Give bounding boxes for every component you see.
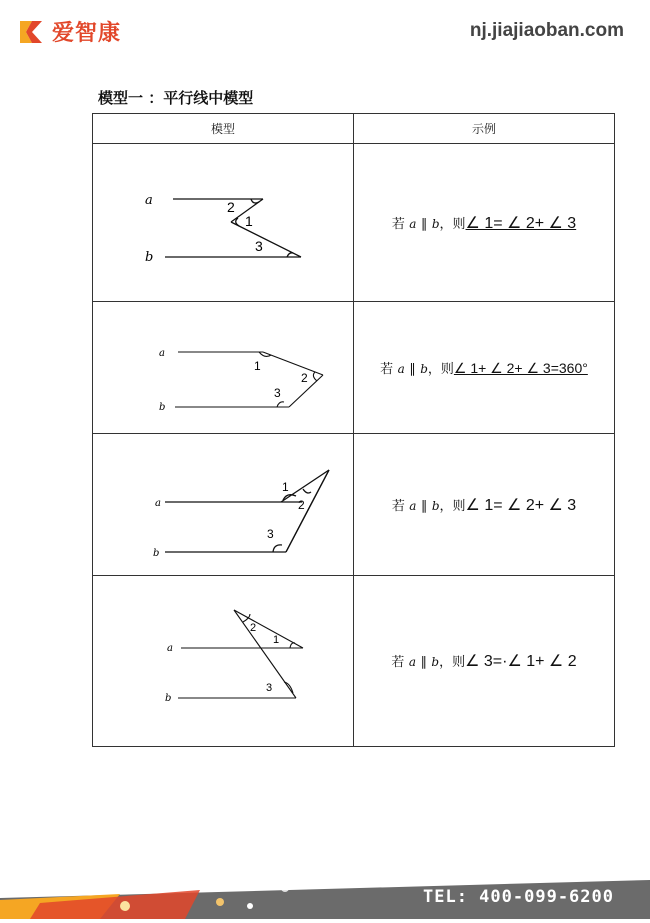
section-title: 模型一 ：平行线中模型 (98, 89, 254, 107)
table-row (93, 144, 615, 302)
angle-label-1: 1 (254, 359, 261, 373)
segment-top (234, 610, 303, 648)
example-var-b: b (431, 216, 440, 231)
label-b: b (165, 693, 172, 704)
angle-label-3: 3 (274, 386, 281, 400)
decor-dot-icon (247, 903, 253, 909)
footer-tel: TEL: 400-099-6200 (423, 887, 614, 907)
label-a: a (155, 498, 161, 509)
angle-arc-2 (313, 372, 317, 381)
example-var-b: b (431, 655, 440, 669)
example-then: ，则 (439, 654, 466, 669)
transversal (234, 610, 296, 698)
transversal-right (286, 470, 329, 552)
example-formula: ∠ 3=·∠ 1+ ∠ 2 (465, 653, 577, 670)
angle-label-2: 2 (298, 498, 305, 512)
label-b: b (159, 402, 166, 413)
example-formula: ∠ 1= ∠ 2+ ∠ 3 (465, 214, 577, 232)
decor-dot-icon (216, 898, 224, 906)
zigzag-diagram (93, 144, 353, 301)
brand-logo[interactable] (18, 16, 121, 47)
header-model: 模型 (93, 114, 354, 144)
example-then: ，则 (427, 360, 454, 376)
table-header-row (93, 114, 615, 144)
parallel-symbol: ∥ (420, 654, 427, 669)
label-a: a (159, 348, 165, 359)
brand-name: 爱智康 (52, 21, 122, 46)
example-formula: ∠ 1+ ∠ 2+ ∠ 3=360° (453, 359, 588, 376)
angle-label-3: 3 (267, 527, 274, 541)
angle-arc-2 (303, 489, 311, 493)
angle-arc-3 (277, 402, 284, 407)
example-var-b: b (420, 361, 428, 376)
header-example: 示例 (354, 114, 615, 144)
angle-label-1: 1 (273, 634, 280, 646)
angle-label-3: 3 (266, 682, 273, 694)
outer-angle-diagram (93, 434, 353, 575)
angle-label-2: 2 (227, 199, 235, 215)
table-row (93, 576, 615, 747)
example-then: ，则 (439, 215, 466, 231)
page-header (0, 0, 650, 60)
diagram-cell (93, 434, 354, 576)
pencil-diagram (93, 302, 353, 433)
example-var-b: b (431, 498, 440, 513)
sparkle-icon (281, 884, 289, 892)
label-b: b (153, 548, 160, 559)
diagram-cell (93, 302, 354, 434)
example-text (392, 495, 576, 515)
diagram-cell (93, 144, 354, 302)
label-a: a (167, 643, 173, 654)
parallel-symbol: ∥ (420, 215, 428, 231)
example-text (391, 651, 576, 671)
example-formula: ∠ 1= ∠ 2+ ∠ 3 (465, 496, 577, 514)
example-then: ，则 (439, 497, 466, 513)
example-var-a: a (409, 498, 417, 513)
example-prefix: 若 (391, 497, 405, 513)
decor-dot-icon (120, 901, 130, 911)
diagram-cell (93, 576, 354, 747)
example-var-a: a (408, 655, 416, 669)
angle-arc-3 (273, 545, 282, 552)
example-prefix: 若 (380, 360, 394, 376)
label-b: b (145, 250, 154, 265)
example-cell (354, 144, 615, 302)
example-text (392, 213, 576, 233)
models-table (92, 113, 615, 747)
crossing-diagram (93, 576, 353, 746)
table-row (93, 434, 615, 576)
angle-label-1: 1 (245, 213, 253, 229)
angle-label-2: 2 (250, 622, 257, 634)
example-cell (354, 576, 615, 747)
segment-1 (263, 352, 323, 375)
example-var-a: a (397, 361, 405, 376)
angle-label-1: 1 (282, 480, 289, 494)
angle-label-2: 2 (301, 371, 308, 385)
angle-label-3: 3 (255, 238, 263, 254)
example-var-a: a (409, 216, 417, 231)
site-url[interactable]: nj.jiajiaoban.com (469, 20, 624, 41)
parallel-symbol: ∥ (420, 497, 428, 513)
label-a: a (145, 193, 153, 208)
example-prefix: 若 (391, 654, 405, 669)
example-prefix: 若 (391, 215, 405, 231)
example-cell (354, 302, 615, 434)
example-text (380, 358, 588, 378)
segment-2 (231, 222, 301, 257)
table-row (93, 302, 615, 434)
logo-icon (18, 19, 44, 45)
parallel-symbol: ∥ (409, 360, 416, 376)
example-cell (354, 434, 615, 576)
